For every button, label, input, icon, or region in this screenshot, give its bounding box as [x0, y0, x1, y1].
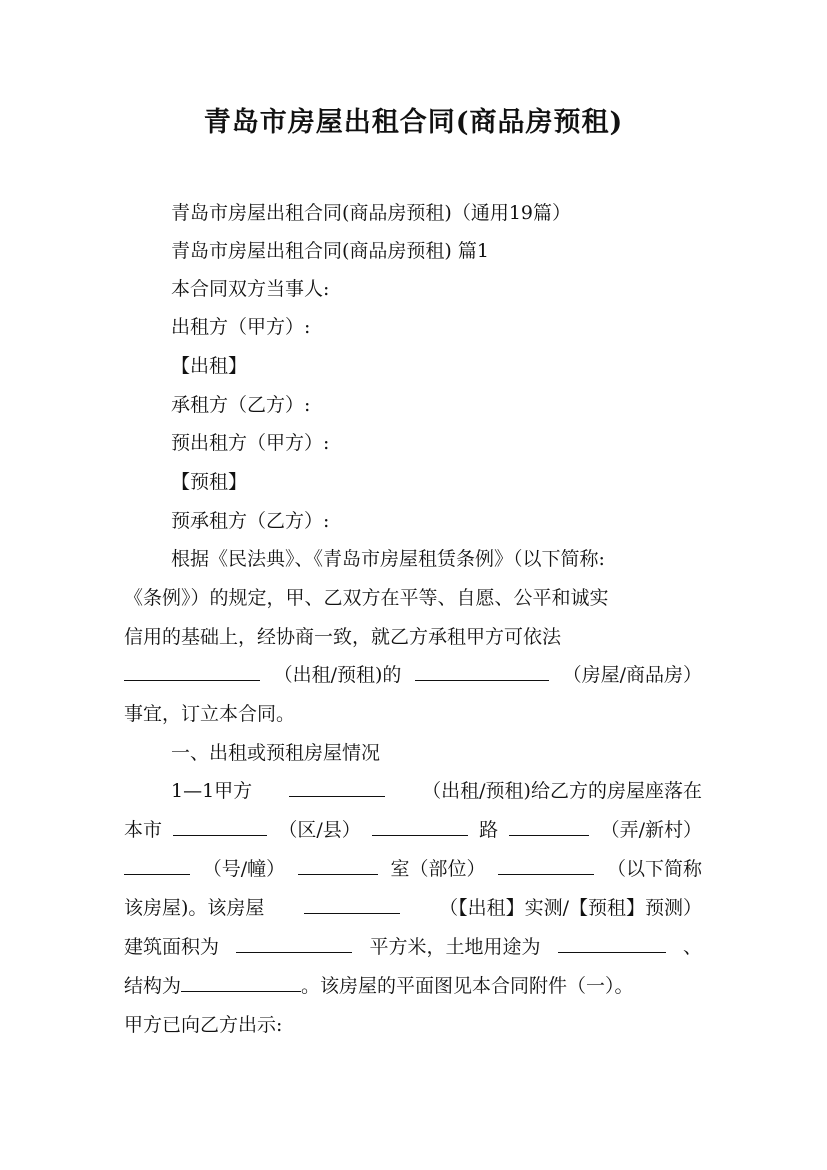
paragraph-line: 事宜，订立本合同。 [124, 703, 296, 725]
parties-label: 本合同双方当事人: [171, 278, 330, 300]
fill-blank[interactable] [304, 895, 400, 914]
paragraph-line [124, 662, 702, 688]
lessor-label: 出租方（甲方）: [171, 316, 311, 338]
fill-blank[interactable] [173, 817, 267, 836]
document-title: 青岛市房屋出租合同(商品房预租) [203, 107, 624, 138]
text-fragment: 本市 [124, 819, 163, 841]
paragraph-line: 根据《民法典》、《青岛市房屋租赁条例》（以下简称: [171, 548, 605, 570]
fill-blank[interactable] [298, 856, 378, 875]
fill-blank[interactable] [124, 662, 260, 681]
text-fragment: （出租/预租)给乙方的房屋座落在 [422, 780, 702, 802]
rent-tag: 【出租】 [171, 355, 248, 377]
pre-lessor-label: 预出租方（甲方）: [171, 432, 330, 454]
subtitle-line: 青岛市房屋出租合同(商品房预租)（通用19篇） [171, 202, 572, 224]
text-fragment: 1—1甲方 [171, 780, 253, 802]
text-fragment: 、 [682, 936, 702, 958]
fill-blank[interactable] [181, 973, 301, 992]
text-fragment: 路 [479, 819, 499, 841]
text-fragment: （以下简称 [606, 858, 702, 880]
text-fragment: （弄/新村） [600, 819, 702, 841]
section-heading: 一、出租或预租房屋情况 [171, 742, 381, 764]
paragraph-line [171, 778, 702, 804]
paragraph-line: 甲方已向乙方出示: [124, 1014, 283, 1036]
text-fragment: 结构为 [124, 975, 182, 997]
fill-blank[interactable] [415, 662, 549, 681]
paragraph-line [124, 856, 702, 882]
fill-blank[interactable] [289, 778, 385, 797]
text-fragment: 建筑面积为 [124, 936, 220, 958]
fill-blank[interactable] [498, 856, 594, 875]
text-fragment: （号/幢） [202, 858, 286, 880]
text-fragment: （区/县） [278, 819, 361, 841]
text-fragment: 室（部位） [390, 858, 486, 880]
text-fragment: （出租/预租)的 [273, 664, 402, 686]
paragraph-line [124, 895, 702, 921]
fill-blank[interactable] [558, 934, 666, 953]
text-fragment: 该房屋)。该房屋 [124, 897, 265, 919]
pre-lessee-label: 预承租方（乙方）: [171, 510, 330, 532]
text-fragment: 平方米，土地用途为 [369, 936, 541, 958]
text-fragment: 。该房屋的平面图见本合同附件（一）。 [301, 975, 634, 997]
lessee-label: 承租方（乙方）: [171, 394, 311, 416]
paragraph-line [124, 973, 634, 999]
fill-blank[interactable] [509, 817, 589, 836]
paragraph-line: 《条例》）的规定，甲、乙双方在平等、自愿、公平和诚实 [124, 587, 609, 609]
fill-blank[interactable] [236, 934, 352, 953]
paragraph-line: 信用的基础上，经协商一致，就乙方承租甲方可依法 [124, 626, 562, 648]
text-fragment: （房屋/商品房） [562, 664, 702, 686]
fill-blank[interactable] [372, 817, 468, 836]
prerent-tag: 【预租】 [171, 471, 248, 493]
fill-blank[interactable] [124, 856, 190, 875]
paragraph-line [124, 817, 702, 843]
text-fragment: （【出租】实测/【预租】预测） [439, 897, 702, 919]
section-heading: 青岛市房屋出租合同(商品房预租) 篇1 [171, 240, 489, 262]
paragraph-line [124, 934, 702, 960]
